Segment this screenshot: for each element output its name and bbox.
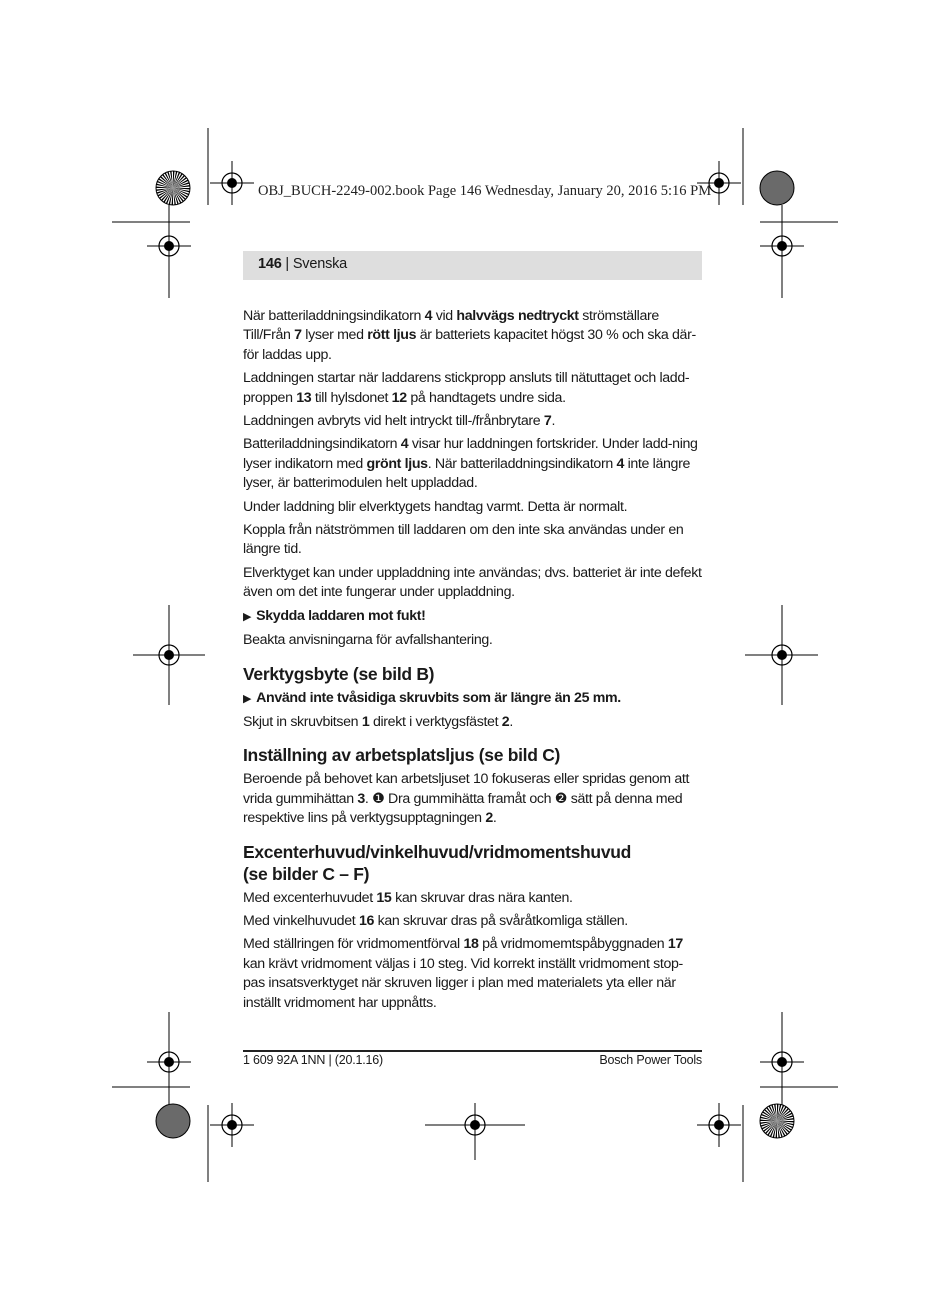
section-heading-tool-change: Verktygsbyte (se bild B)	[243, 663, 435, 684]
print-book-info: OBJ_BUCH-2249-002.book Page 146 Wednesday, January 20, 2016 5:16 PM	[258, 183, 712, 199]
section-heading-heads	[243, 841, 703, 885]
disposal-paragraph: Beakta anvisningarna för avfallshantering.	[243, 632, 493, 649]
paragraph-p6: Koppla från nätströmmen till laddaren om den inte ska användas under en längre tid.	[243, 522, 684, 558]
section-heading-work-light: Inställning av arbetsplatsljus (se bild C)	[243, 745, 561, 766]
warning-bits-text: Använd inte tvåsidiga skruvbits som är längre än 25 mm.	[256, 689, 621, 706]
warning-moisture	[243, 607, 703, 627]
angle-head-paragraph: Med vinkelhuvudet 16 kan skruvar dras på svåråtkomliga ställen.	[243, 912, 628, 929]
warning-bits	[243, 689, 703, 709]
paragraph-p3: Laddningen avbryts vid helt intryckt till-/frånbrytare 7.	[243, 413, 556, 430]
torque-head-paragraph: Med ställringen för vridmomentförval 18 på vridmomemtspåbyggnaden 17 kan krävt vridmoment väljas i 10 steg. Vid korrekt inställt vridmoment stop-pas insatsverktyget när skruven ligger i plan med materialets yta eller när inställt vridmoment har uppnåtts.	[243, 936, 683, 1011]
footer-brand: Bosch Power Tools	[599, 1053, 702, 1067]
tool-change-paragraph: Skjut in skruvbitsen 1 direkt i verktygsfästet 2.	[243, 713, 513, 730]
paragraph-p2: Laddningen startar när laddarens stickpropp ansluts till nätuttaget och ladd-proppen 13 till hylsdonet 12 på handtagets undre sida.	[243, 370, 690, 406]
warning-moisture-text: Skydda laddaren mot fukt!	[256, 607, 426, 624]
heading-line-1: Excenterhuvud/vinkelhuvud/vridmomentshuvud	[243, 841, 632, 862]
heading-line-2: (se bilder C – F)	[243, 863, 370, 884]
paragraph-p1: När batteriladdningsindikatorn 4 vid halvvägs nedtryckt strömställare Till/Från 7 lyser med rött ljus är batteriets kapacitet högst 30 % och ska där-för laddas upp.	[243, 308, 696, 363]
page-number: 146	[258, 256, 282, 272]
header-language: Svenska	[292, 256, 348, 272]
paragraph-p5: Under laddning blir elverktygets handtag varmt. Detta är normalt.	[243, 498, 628, 515]
page-header-text	[258, 256, 347, 272]
footer-doc-number: 1 609 92A 1NN | (20.1.16)	[243, 1053, 384, 1067]
header-separator: |	[281, 256, 293, 272]
paragraph-p7: Elverktyget kan under uppladdning inte användas; dvs. batteriet är inte defekt även om det inte fungerar under uppladdning.	[243, 564, 702, 601]
page-header	[243, 251, 702, 280]
paragraph-p4: Batteriladdningsindikatorn 4 visar hur laddningen fortskrider. Under ladd-ning lyser indikatorn med grönt ljus. När batteriladdningsindikatorn 4 inte längre lyser, är batterimodulen helt uppladdad.	[243, 436, 698, 492]
triangle-bullet-icon: ▶	[243, 610, 252, 623]
charging-paragraphs	[243, 307, 703, 603]
main-content	[243, 307, 703, 1017]
work-light-paragraph: Beroende på behovet kan arbetsljuset 10 fokuseras eller spridas genom att vrida gummihättan 3. ❶ Dra gummihätta framåt och ❷ sätt på denna med respektive lins på verktygsupptagningen 2.	[243, 771, 690, 827]
triangle-bullet-icon: ▶	[243, 692, 252, 705]
footer-rule	[243, 1050, 702, 1052]
eccentric-head-paragraph: Med excenterhuvudet 15 kan skruvar dras nära kanten.	[243, 889, 573, 906]
